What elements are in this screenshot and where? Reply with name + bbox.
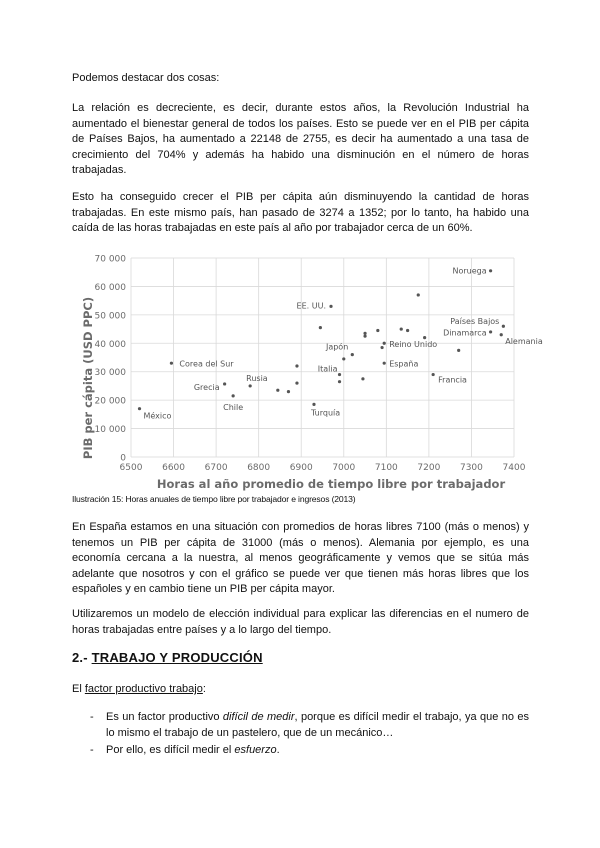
x-tick-label: 7100 bbox=[374, 463, 398, 473]
point-label: Rusia bbox=[246, 373, 268, 383]
data-point bbox=[170, 362, 173, 365]
data-point bbox=[432, 373, 435, 376]
point-label: EE. UU. bbox=[296, 301, 327, 311]
data-point bbox=[223, 382, 226, 385]
point-label: Dinamarca bbox=[443, 328, 487, 338]
list-item bbox=[72, 743, 529, 759]
data-point bbox=[380, 346, 383, 349]
data-point bbox=[351, 353, 354, 356]
x-tick-label: 7400 bbox=[502, 463, 526, 473]
data-point bbox=[383, 362, 386, 365]
data-point bbox=[232, 394, 235, 397]
data-point bbox=[383, 342, 386, 345]
y-axis-label: PIB per cápita (USD PPC) bbox=[81, 296, 95, 460]
y-tick-label: 70 000 bbox=[94, 254, 126, 265]
point-label: Chile bbox=[223, 402, 244, 412]
scatter-chart bbox=[72, 248, 543, 493]
x-axis-label: Horas al año promedio de tiempo libre por trabajador bbox=[156, 477, 506, 491]
data-point bbox=[342, 357, 345, 360]
y-tick-label: 50 000 bbox=[94, 311, 126, 322]
bullet-list bbox=[72, 710, 529, 761]
point-label: España bbox=[389, 359, 419, 369]
data-point bbox=[400, 327, 403, 330]
x-tick-label: 6800 bbox=[247, 463, 271, 473]
y-tick-label: 40 000 bbox=[94, 339, 126, 350]
point-label: Alemania bbox=[505, 336, 543, 346]
y-tick-label: 0 bbox=[120, 453, 126, 464]
y-tick-label: 60 000 bbox=[94, 282, 126, 293]
point-label: Noruega bbox=[452, 266, 487, 276]
growth-paragraph: La relación es decreciente, es decir, durante estos años, la Revolución Industrial ha aumentado el bienestar general de todos los países. Esto se puede ver en el PIB per cápita de Países Bajos, ha aumentado a 22148 de 2755, es decir ha aumentado a una tasa de crecimiento del 704% y además ha habido una disminución en el número de horas trabajadas. bbox=[72, 102, 529, 176]
x-tick-label: 7000 bbox=[332, 463, 356, 473]
x-tick-label: 6700 bbox=[204, 463, 228, 473]
bullet-emphasis: difícil de medir bbox=[222, 711, 295, 723]
section-number: 2.- bbox=[72, 650, 88, 665]
bullet-text-end: , porque es difícil medir el trabajo, ya que no es lo mismo el trabajo de un pastelero, que de un mecánico… bbox=[106, 711, 529, 739]
data-point bbox=[457, 349, 460, 352]
point-label: Grecia bbox=[193, 382, 220, 392]
point-label: Francia bbox=[438, 375, 467, 385]
spain-paragraph: En España estamos en una situación con promedios de horas libres 7100 (más o menos) y tenemos un PIB per cápita de 31000 (más o menos). Alemania por ejemplo, es una economía cercana a la nuestra, al menos geográficamente y vemos que se sitúa más adelante que nosotros y con el gráfico se puede ver que tienen más horas libres que los españoles y en cambio tiene un PIB per cápita mayor. bbox=[72, 521, 529, 595]
bullet-text: Es un factor productivo bbox=[106, 711, 223, 723]
y-tick-label: 20 000 bbox=[94, 396, 126, 407]
data-point bbox=[489, 269, 492, 272]
data-point bbox=[489, 330, 492, 333]
point-label: Turquía bbox=[310, 408, 341, 418]
point-label: Japón bbox=[325, 342, 349, 352]
data-point bbox=[423, 336, 426, 339]
y-tick-label: 30 000 bbox=[94, 368, 126, 379]
point-label: Italia bbox=[317, 364, 338, 374]
data-point bbox=[363, 335, 366, 338]
data-point bbox=[287, 390, 290, 393]
data-point bbox=[329, 305, 332, 308]
data-point bbox=[249, 384, 252, 387]
factor-term: factor productivo trabajo bbox=[84, 683, 203, 695]
point-label: México bbox=[143, 411, 172, 421]
point-label: Corea del Sur bbox=[179, 359, 234, 369]
data-point bbox=[338, 380, 341, 383]
data-point bbox=[338, 373, 341, 376]
data-point bbox=[417, 293, 420, 296]
data-point bbox=[295, 364, 298, 367]
x-tick-label: 7300 bbox=[459, 463, 483, 473]
bullet-dash: - bbox=[90, 711, 94, 723]
x-tick-label: 6500 bbox=[119, 463, 143, 473]
bullet-text: Por ello, es difícil medir el bbox=[106, 744, 235, 756]
hours-paragraph: Esto ha conseguido crecer el PIB per cápita aún disminuyendo la cantidad de horas trabajadas. En este mismo país, han pasado de 3274 a 1352; por lo tanto, ha habido una caída de las horas trabajadas en este país al año por trabajador cerca de un 60%. bbox=[72, 191, 529, 234]
factor-prefix: El bbox=[72, 683, 85, 695]
x-tick-label: 7200 bbox=[417, 463, 441, 473]
figure-caption: Ilustración 15: Horas anuales de tiempo libre por trabajador e ingresos (2013) bbox=[72, 494, 356, 504]
section-title: TRABAJO Y PRODUCCIÓN bbox=[91, 650, 263, 665]
data-point bbox=[295, 381, 298, 384]
bullet-dash: - bbox=[90, 744, 94, 756]
bullet-emphasis: esfuerzo bbox=[234, 744, 277, 756]
point-label: Países Bajos bbox=[450, 317, 500, 327]
data-point bbox=[500, 333, 503, 336]
bullet-text-end: . bbox=[276, 744, 280, 756]
data-point bbox=[376, 329, 379, 332]
factor-suffix: : bbox=[202, 683, 206, 695]
data-point bbox=[406, 329, 409, 332]
data-point bbox=[361, 377, 364, 380]
data-point bbox=[138, 407, 141, 410]
model-paragraph: Utilizaremos un modelo de elección individual para explicar las diferencias en el numero de horas trabajadas entre países y a lo largo del tiempo. bbox=[72, 608, 529, 636]
list-item bbox=[72, 710, 529, 741]
data-point bbox=[276, 389, 279, 392]
x-tick-label: 6900 bbox=[289, 463, 313, 473]
data-point bbox=[363, 332, 366, 335]
data-point bbox=[502, 325, 505, 328]
y-tick-label: 10 000 bbox=[94, 425, 126, 436]
data-point bbox=[319, 326, 322, 329]
section-heading bbox=[72, 650, 263, 665]
data-point bbox=[312, 403, 315, 406]
intro-paragraph: Podemos destacar dos cosas: bbox=[72, 72, 220, 84]
point-label: Reino Unido bbox=[389, 339, 438, 349]
factor-line bbox=[72, 682, 529, 698]
x-tick-label: 6600 bbox=[162, 463, 186, 473]
